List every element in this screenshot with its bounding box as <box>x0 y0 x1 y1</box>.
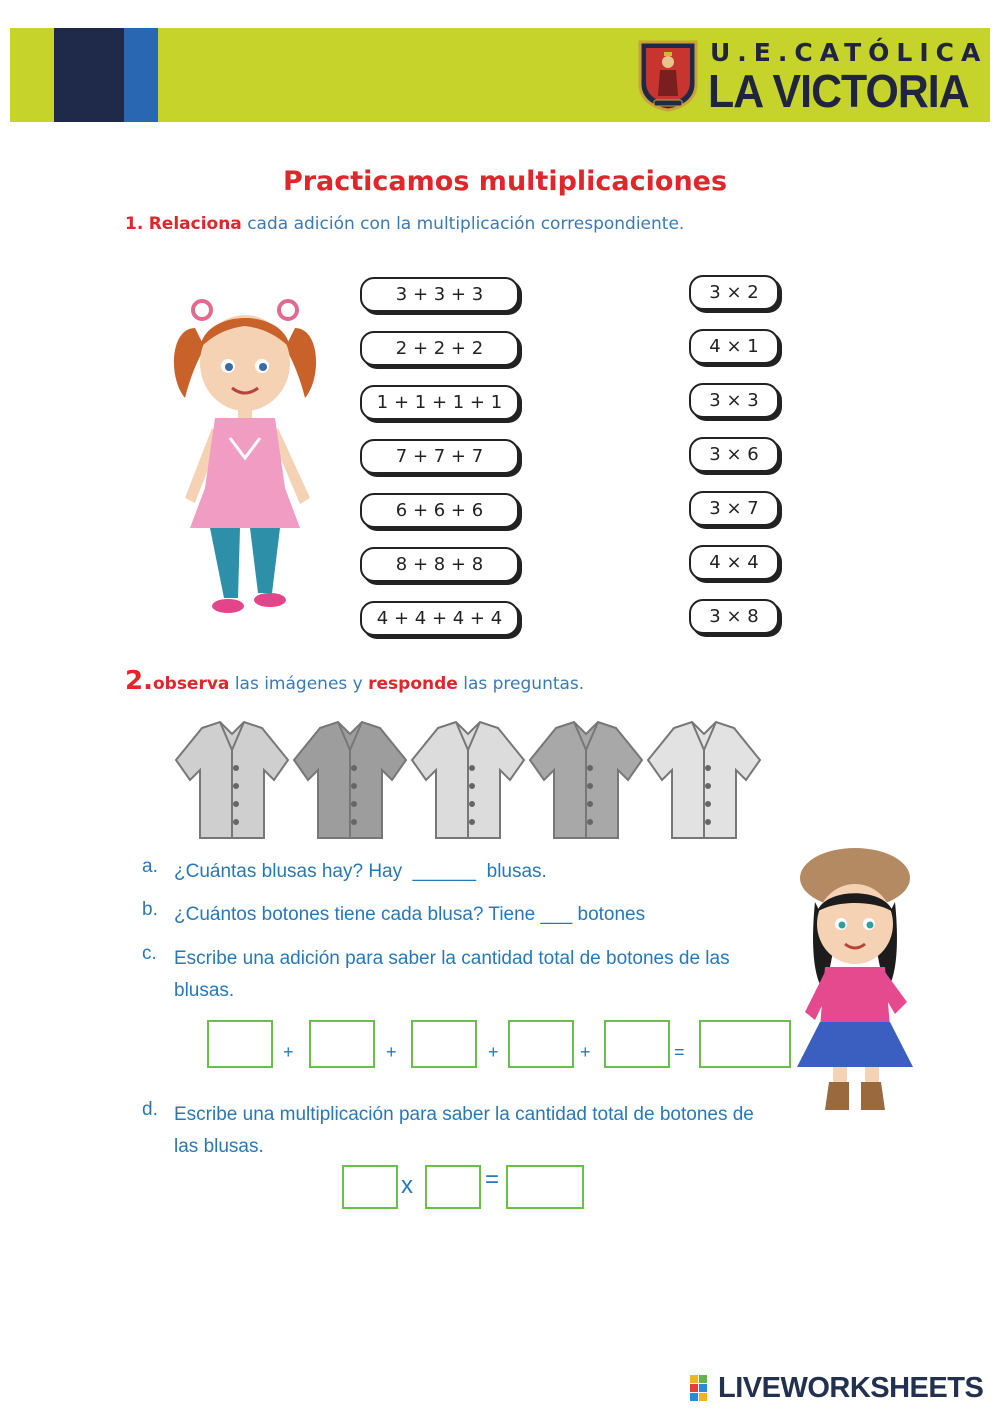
multiplication-pill[interactable]: 3 × 3 <box>689 383 779 418</box>
girl-illustration <box>160 288 330 623</box>
exercise2-middle: las imágenes y <box>234 674 363 694</box>
page-title: Practicamos multiplicaciones <box>282 166 728 197</box>
school-name-line1: U.E.CATÓLICA <box>710 38 988 67</box>
addition-pill[interactable]: 1 + 1 + 1 + 1 <box>360 385 519 420</box>
header-stripe-dark <box>54 28 124 122</box>
blouse-icon <box>530 722 642 838</box>
question-b <box>142 899 802 931</box>
liveworksheets-brand: LIVEWORKSHEETS <box>718 1372 984 1404</box>
exercise1-rest: cada adición con la multiplicación correspondiente. <box>247 214 685 234</box>
question-a-text: ¿Cuántas blusas hay? Hay ______ blusas. <box>174 861 547 882</box>
girl-with-hat-illustration <box>795 842 920 1117</box>
exercise2-rest: las preguntas. <box>463 674 585 694</box>
plus-sign: + <box>580 1042 591 1062</box>
plus-sign: + <box>488 1042 499 1062</box>
addition-pill[interactable]: 3 + 3 + 3 <box>360 277 519 312</box>
multiplication-pill[interactable]: 4 × 1 <box>689 329 779 364</box>
addition-answer-box[interactable] <box>508 1020 574 1068</box>
exercise2-verb1: observa <box>152 674 230 694</box>
liveworksheets-logo-icon <box>690 1375 716 1403</box>
multiplication-pill[interactable]: 4 × 4 <box>689 545 779 580</box>
addition-pill[interactable]: 4 + 4 + 4 + 4 <box>360 601 519 636</box>
question-d <box>142 1099 802 1163</box>
plus-sign: + <box>386 1042 397 1062</box>
multiplication-factor-box[interactable] <box>425 1165 481 1209</box>
addition-answer-box[interactable] <box>604 1020 670 1068</box>
question-b-letter: b. <box>142 899 158 920</box>
addition-answer-box[interactable] <box>411 1020 477 1068</box>
question-d-text: Escribe una multiplicación para saber la cantidad total de botones de las blusas. <box>174 1104 754 1157</box>
multiplication-pill[interactable]: 3 × 8 <box>689 599 779 634</box>
exercise1-number: 1. <box>125 214 144 234</box>
school-shield-icon <box>638 40 698 112</box>
multiplication-pill[interactable]: 3 × 2 <box>689 275 779 310</box>
question-d-letter: d. <box>142 1099 158 1120</box>
multiplication-pill[interactable]: 3 × 6 <box>689 437 779 472</box>
blouse-icon <box>294 722 406 838</box>
multiplication-result-box[interactable] <box>506 1165 584 1209</box>
exercise1-instruction <box>125 214 684 234</box>
exercise1-verb: Relaciona <box>148 214 242 234</box>
question-c-letter: c. <box>142 943 157 964</box>
question-c-text: Escribe una adición para saber la cantidad total de botones de las blusas. <box>174 948 730 1001</box>
question-a <box>142 856 802 888</box>
multiplication-pill[interactable]: 3 × 7 <box>689 491 779 526</box>
addition-pill[interactable]: 2 + 2 + 2 <box>360 331 519 366</box>
exercise2-verb2: responde <box>368 674 458 694</box>
school-name-line2: LA VICTORIA <box>708 65 969 117</box>
exercise2-number: 2. <box>125 666 153 696</box>
header-stripe-blue <box>124 28 158 122</box>
blouse-icon <box>412 722 524 838</box>
times-sign: x <box>401 1172 413 1199</box>
equals-sign: = <box>674 1042 685 1062</box>
addition-answer-box[interactable] <box>207 1020 273 1068</box>
addition-result-box[interactable] <box>699 1020 791 1068</box>
blouse-icon <box>648 722 760 838</box>
exercise2-instruction <box>125 666 584 696</box>
multiplication-factor-box[interactable] <box>342 1165 398 1209</box>
plus-sign: + <box>283 1042 294 1062</box>
question-b-text: ¿Cuántos botones tiene cada blusa? Tiene ___ botones <box>174 904 646 925</box>
addition-pill[interactable]: 7 + 7 + 7 <box>360 439 519 474</box>
blouses-illustration <box>172 720 762 842</box>
blouse-icon <box>176 722 288 838</box>
addition-answer-box[interactable] <box>309 1020 375 1068</box>
question-a-letter: a. <box>142 856 158 877</box>
addition-pill[interactable]: 8 + 8 + 8 <box>360 547 519 582</box>
addition-pill[interactable]: 6 + 6 + 6 <box>360 493 519 528</box>
equals-sign: = <box>485 1166 500 1193</box>
question-c <box>142 943 802 1007</box>
